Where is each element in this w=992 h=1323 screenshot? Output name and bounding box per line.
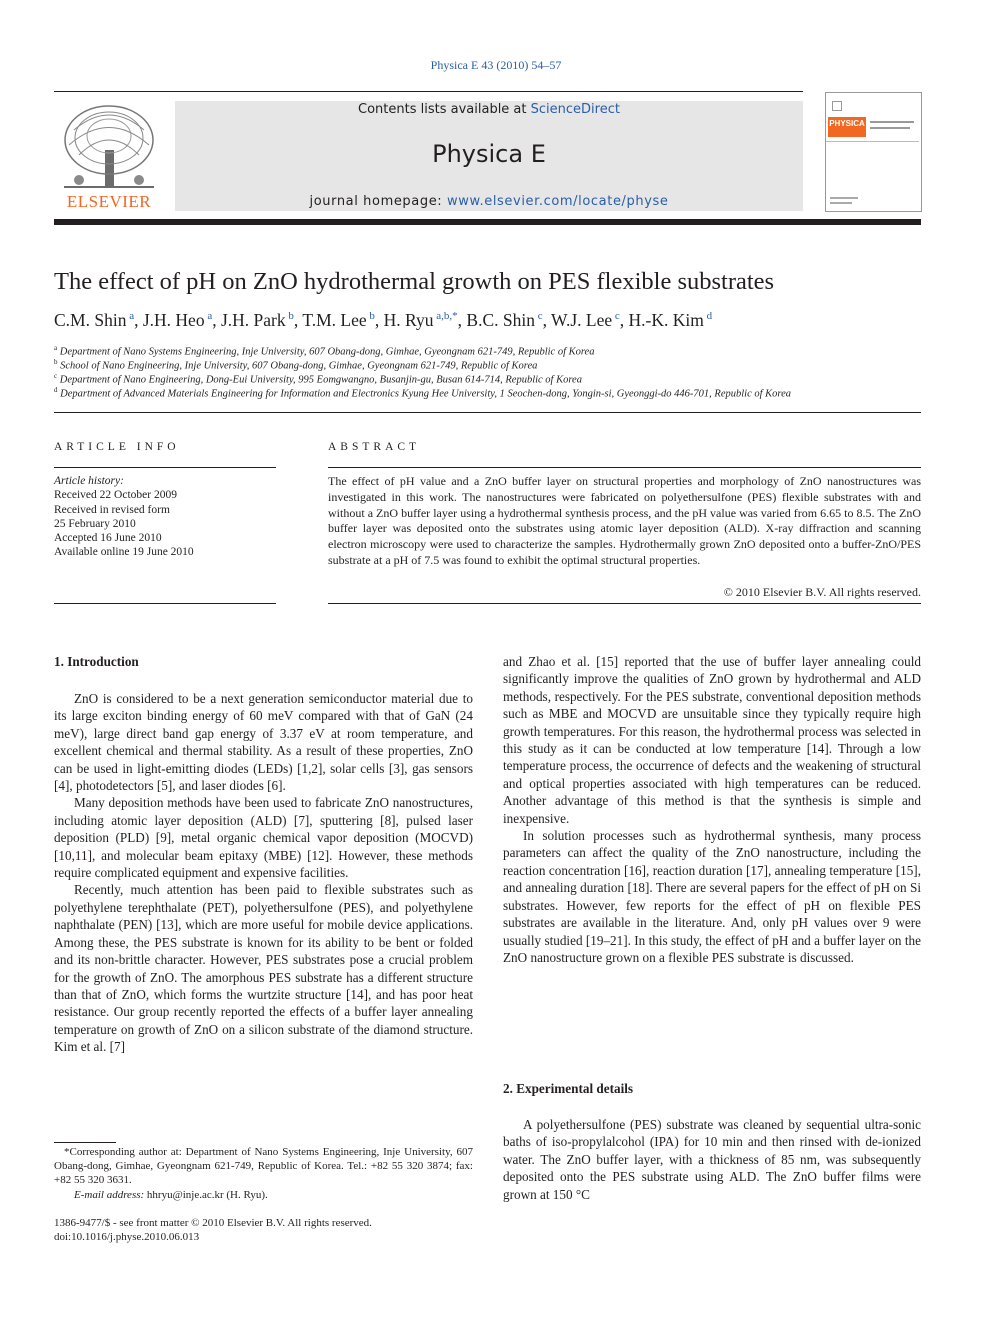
history-item: Received 22 October 2009 — [54, 489, 177, 502]
abstract-rule — [328, 467, 921, 468]
issn-line: 1386-9477/$ - see front matter © 2010 Elsevier B.V. All rights reserved. — [54, 1217, 372, 1229]
publisher-name: ELSEVIER — [66, 192, 152, 211]
header-thick-rule — [54, 219, 921, 225]
journal-cover-thumbnail — [825, 92, 922, 212]
affiliation-d — [54, 386, 934, 400]
front-matter — [54, 1216, 473, 1244]
author-name: C.M. Shin — [54, 310, 127, 330]
history-item: Available online 19 June 2010 — [54, 546, 194, 559]
cover-line-icon — [870, 121, 914, 123]
affiliation-mark: d — [54, 386, 58, 394]
cover-title: PHYSICA — [828, 117, 866, 137]
experimental-text — [503, 1116, 921, 1203]
author-affiliation-mark[interactable]: c — [534, 310, 543, 323]
email-address[interactable]: hhryu@inje.ac.kr (H. Ryu). — [144, 1188, 268, 1201]
history-item: Received in revised form — [54, 503, 170, 516]
left-column-text — [54, 690, 473, 1056]
author-name: T.M. Lee — [302, 310, 367, 330]
body-paragraph: ZnO is considered to be a next generation semiconductor material due to its large exciton binding energy of 60 meV compared with that of GaN (24 meV), large direct band gap energy of 3.37 eV at room temperature, and excellent chemical and thermal stability. As a result of these properties, ZnO can be used in light-emitting diodes (LEDs) [1,2], solar cells [3], gas sensors [4], photodetectors [5], and laser diodes [6]. — [54, 691, 473, 794]
history-item: 25 February 2010 — [54, 517, 136, 530]
author-list: C.M. Shin $^a$, J.H. Heo $^a$, J.H. Park $^b$, T.M. Lee $^b$, H. Ryu $^{a,b,*}$, B.C. Shin $^c$, W.J. Lee $^c$, H.-K. Kim $^d$ — [54, 310, 713, 330]
body-paragraph: and Zhao et al. [15] reported that the use of buffer layer annealing could significantly improve the qualities of ZnO grown by hydrothermal and ALD methods, respectively. For the PES substrate, conventional deposition methods such as MBE and MOCVD are unsuitable since they typically require high growth temperatures. For this reason, the hydrothermal process was selected in this study as it can be conducted at low temperature [14]. Through a low temperature process, the occurrence of defects and the weakening of structural and optical properties associated with high temperatures can be reduced. Another advantage of this method is that the synthesis is simple and inexpensive. — [503, 654, 921, 826]
right-column-text — [503, 653, 921, 966]
homepage-line — [175, 194, 803, 209]
author-affiliation-mark[interactable]: c — [612, 310, 620, 323]
cover-line-icon — [830, 197, 858, 199]
footnote-rule — [54, 1142, 116, 1143]
affiliation-rule — [54, 412, 921, 413]
homepage-prefix: journal homepage: — [309, 194, 448, 209]
citation-text[interactable]: Physica E 43 (2010) 54–57 — [430, 58, 562, 72]
affiliation-mark: b — [54, 358, 58, 366]
body-paragraph: Recently, much attention has been paid to flexible substrates such as polyethylene terephthalate (PET), polyethersulfone (PES), and polyethylene naphthalate (PEN) [13], which are more useful for mobile device applications. Among these, the PES substrate is known for its ability to be bent or folded and its non-brittle character. However, PES substrates pose a crucial problem for the growth of ZnO. The amorphous PES substrate has a different structure than that of ZnO, which forms the wurtzite structure [14], and has poor heat resistance. Our group recently reported the effects of a buffer layer annealing temperature on growth of ZnO on a silicon substrate of the diamond structure. Kim et al. [7] — [54, 882, 473, 1055]
author-affiliation-mark[interactable]: b — [285, 310, 294, 323]
affiliation-mark: a — [54, 344, 58, 352]
author-name: J.H. Park — [220, 310, 286, 330]
article-history — [54, 474, 276, 560]
elsevier-logo — [54, 100, 164, 212]
homepage-link[interactable]: www.elsevier.com/locate/physe — [447, 194, 669, 209]
author-name: W.J. Lee — [551, 310, 613, 330]
article-info-rule — [54, 467, 276, 468]
author-affiliation-mark[interactable]: a — [204, 310, 213, 323]
affiliation-c — [54, 372, 934, 386]
author-name: J.H. Heo — [142, 310, 205, 330]
corresponding-author-footnote — [54, 1145, 473, 1202]
sciencedirect-link[interactable]: ScienceDirect — [530, 102, 620, 117]
abstract-rule — [328, 603, 921, 604]
author-name: H.-K. Kim — [628, 310, 704, 330]
contents-prefix: Contents lists available at — [358, 102, 531, 117]
affiliation-text: Department of Advanced Materials Engineering for Information and Electronics Kyung Hee University, 1 Seochen-dong, Yongin-si, Gyeonggi-do 446-701, Republic of Korea — [60, 388, 792, 400]
section-heading-experimental: 2. Experimental details — [503, 1081, 634, 1096]
cover-emblem-icon — [832, 101, 842, 111]
author-name: H. Ryu — [383, 310, 434, 330]
cover-line-icon — [830, 202, 852, 204]
body-paragraph: In solution processes such as hydrothermal synthesis, many process parameters can affect the quality of the ZnO nanostructure, including the reaction concentration [16], reaction duration [17], annealing temperature [15], and annealing duration [18]. There are several papers for the effect of pH on Si substrates. However, few reports for the effect of pH on flexible PES substrates are available in the literature. And, only pH values over 9 were usually studied [19–21]. In this study, the effect of pH and a buffer layer on the ZnO nanostructure grown on a flexible PES substrate is discussed. — [503, 828, 921, 965]
affiliation-b — [54, 358, 934, 372]
section-heading-introduction: 1. Introduction — [54, 654, 139, 669]
journal-citation[interactable] — [0, 58, 992, 73]
article-info-heading: ARTICLE INFO — [54, 441, 180, 453]
author-affiliation-mark[interactable]: a — [126, 310, 135, 323]
email-label: E-mail address: — [74, 1188, 145, 1201]
body-paragraph: Many deposition methods have been used to fabricate ZnO nanostructures, including atomic layer deposition (ALD) [7], sputtering [8], pulsed laser deposition (PLD) [9], metal organic chemical vapor deposition (MOCVD) [10,11], and molecular beam epitaxy (MBE) [12]. However, these methods require complicated equipment and expensive facilities. — [54, 795, 473, 881]
author-affiliation-mark[interactable]: a,b,* — [433, 310, 458, 323]
abstract-heading: ABSTRACT — [328, 441, 421, 453]
history-label: Article history: — [54, 475, 124, 487]
author-name: B.C. Shin — [466, 310, 535, 330]
author-affiliation-mark[interactable]: b — [366, 310, 375, 323]
article-title: The effect of pH on ZnO hydrothermal growth on PES flexible substrates — [54, 268, 775, 295]
affiliation-text: Department of Nano Engineering, Dong-Eui University, 995 Eomgwangno, Busanjin-gu, Busan 614-714, Republic of Korea — [59, 374, 582, 386]
affiliation-a — [54, 344, 934, 358]
abstract-copyright: © 2010 Elsevier B.V. All rights reserved. — [723, 585, 921, 599]
contents-line — [175, 102, 803, 117]
footnote-corresponding: *Corresponding author at: Department of Nano Systems Engineering, Inje University, 607 Obang-dong, Gimhae, Gyeongnam 621-749, Republic of Korea. Tel.: +82 55 320 3874; fax: +82 55 320 3631. — [54, 1146, 473, 1187]
affiliation-text: School of Nano Engineering, Inje University, 607 Obang-dong, Gimhae, Gyeongnam 621-749, Republic of Korea — [60, 360, 538, 372]
author-affiliation-mark[interactable]: d — [703, 310, 713, 323]
history-item: Accepted 16 June 2010 — [54, 532, 162, 545]
journal-name: Physica E — [432, 140, 546, 168]
doi-line[interactable]: doi:10.1016/j.physe.2010.06.013 — [54, 1231, 200, 1244]
header-rule — [54, 91, 803, 92]
article-info-rule — [54, 603, 276, 604]
cover-line-icon — [870, 127, 910, 129]
body-paragraph: A polyethersulfone (PES) substrate was cleaned by sequential ultra-sonic baths of iso-propylalcohol (IPA) for 10 min and then rinsed with de-ionized water. The ZnO buffer layer, with a thickness of 85 nm, was subsequently deposited onto the PES substrate using ALD. The ZnO buffer films were grown at 150 °C — [503, 1117, 921, 1202]
abstract-text: The effect of pH value and a ZnO buffer layer on structural properties and morphology of ZnO nanostructures was investigated in this work. The nanostructures were fabricated on polyethersulfone (PES) flexible substrates with and without a ZnO buffer layer using a hydrothermal synthesis process, and the pH value was varied from 6.65 to 8.5. The ZnO buffer layer was deposited onto the substrates using atomic layer deposition (ALD). X-ray diffraction and scanning electron microscopy were used to characterize the samples. Hydrothermally grown ZnO deposited onto a buffer-ZnO/PES substrate at a pH of 7.5 was found to exhibit the optimal structural properties. — [328, 474, 921, 567]
cover-divider — [826, 141, 919, 142]
affiliation-text: Department of Nano Systems Engineering, Inje University, 607 Obang-dong, Gimhae, Gyeongnam 621-749, Republic of Korea — [59, 346, 595, 358]
affiliation-mark: c — [54, 372, 58, 380]
